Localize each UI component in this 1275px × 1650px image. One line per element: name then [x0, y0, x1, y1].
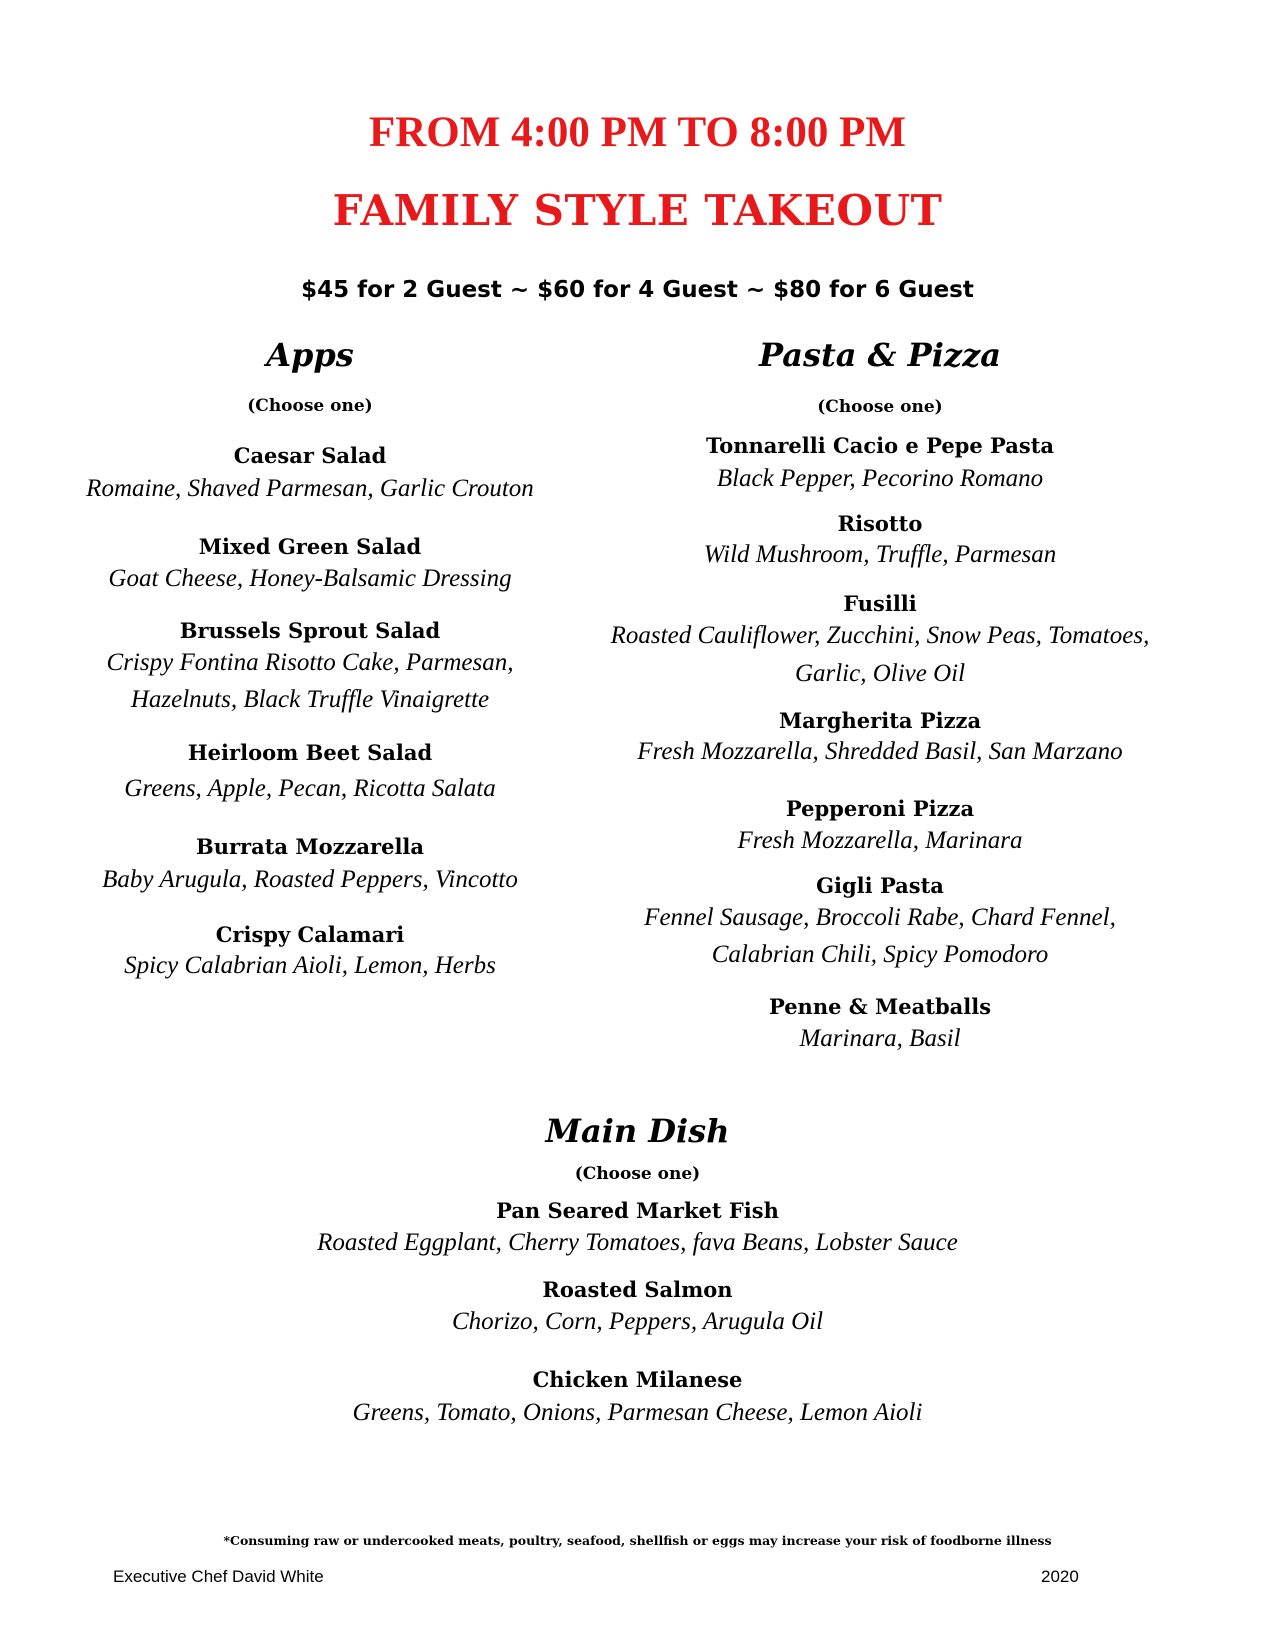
menu-item-description: Roasted Eggplant, Cherry Tomatoes, fava Beans, Lobster Sauce	[317, 1229, 958, 1256]
menu-item-name: Penne & Meatballs	[768, 994, 992, 1019]
menu-item-name: Heirloom Beet Salad	[187, 740, 433, 765]
main-dish-heading: Main Dish	[545, 1112, 730, 1150]
pasta-pizza-heading: Pasta & Pizza	[759, 336, 1001, 374]
menu-item-description: Goat Cheese, Honey-Balsamic Dressing	[108, 565, 512, 592]
service-hours: FROM 4:00 PM TO 8:00 PM	[368, 109, 907, 156]
food-safety-disclaimer: *Consuming raw or undercooked meats, poultry, seafood, shellfish or eggs may increase your risk of foodborne illness	[223, 1533, 1052, 1548]
menu-item-description: Roasted Cauliflower, Zucchini, Snow Peas, Tomatoes,	[610, 622, 1150, 649]
pasta-choose-note: (Choose one)	[817, 397, 943, 417]
pricing: $45 for 2 Guest ~ $60 for 4 Guest ~ $80 for 6 Guest	[301, 277, 974, 303]
main-choose-note: (Choose one)	[574, 1164, 701, 1184]
menu-item-description: Calabrian Chili, Spicy Pomodoro	[711, 941, 1049, 968]
menu-item-name: Burrata Mozzarella	[195, 834, 425, 859]
menu-item-description: Greens, Apple, Pecan, Ricotta Salata	[124, 775, 496, 802]
menu-item-name: Pan Seared Market Fish	[496, 1198, 779, 1223]
menu-item-description: Fennel Sausage, Broccoli Rabe, Chard Fennel,	[644, 904, 1116, 931]
menu-item-description: Hazelnuts, Black Truffle Vinaigrette	[130, 686, 490, 713]
menu-item-description: Fresh Mozzarella, Marinara	[737, 827, 1023, 854]
menu-item-description: Fresh Mozzarella, Shredded Basil, San Marzano	[637, 738, 1123, 765]
menu-item-name: Roasted Salmon	[542, 1277, 733, 1302]
chef-credit: Executive Chef David White	[113, 1567, 324, 1586]
menu-item-description: Spicy Calabrian Aioli, Lemon, Herbs	[124, 952, 496, 979]
menu-item-description: Crispy Fontina Risotto Cake, Parmesan,	[106, 649, 514, 676]
menu-item-name: Chicken Milanese	[532, 1367, 743, 1392]
menu-item-name: Risotto	[837, 511, 923, 536]
menu-item-description: Chorizo, Corn, Peppers, Arugula Oil	[451, 1308, 824, 1335]
menu-item-description: Baby Arugula, Roasted Peppers, Vincotto	[102, 866, 518, 893]
menu-item-description: Garlic, Olive Oil	[794, 660, 966, 687]
menu-item-description: Marinara, Basil	[799, 1025, 961, 1052]
menu-item-name: Caesar Salad	[233, 443, 387, 468]
menu-item-name: Gigli Pasta	[816, 873, 944, 898]
menu-item-name: Fusilli	[843, 591, 917, 616]
menu-title: FAMILY STYLE TAKEOUT	[332, 186, 943, 235]
menu-item-name: Tonnarelli Cacio e Pepe Pasta	[705, 433, 1055, 458]
menu-item-name: Mixed Green Salad	[198, 534, 422, 559]
apps-heading: Apps	[266, 336, 354, 374]
menu-item-name: Brussels Sprout Salad	[179, 618, 441, 643]
menu-year: 2020	[1041, 1567, 1079, 1586]
menu-item-description: Wild Mushroom, Truffle, Parmesan	[703, 541, 1057, 568]
menu-item-description: Romaine, Shaved Parmesan, Garlic Crouton	[86, 475, 534, 502]
menu-item-description: Black Pepper, Pecorino Romano	[716, 465, 1044, 492]
menu-item-name: Crispy Calamari	[215, 922, 405, 947]
apps-choose-note: (Choose one)	[247, 396, 373, 416]
menu-item-name: Pepperoni Pizza	[785, 796, 975, 821]
menu-item-description: Greens, Tomato, Onions, Parmesan Cheese, Lemon Aioli	[352, 1399, 923, 1426]
menu-item-name: Margherita Pizza	[778, 708, 982, 733]
